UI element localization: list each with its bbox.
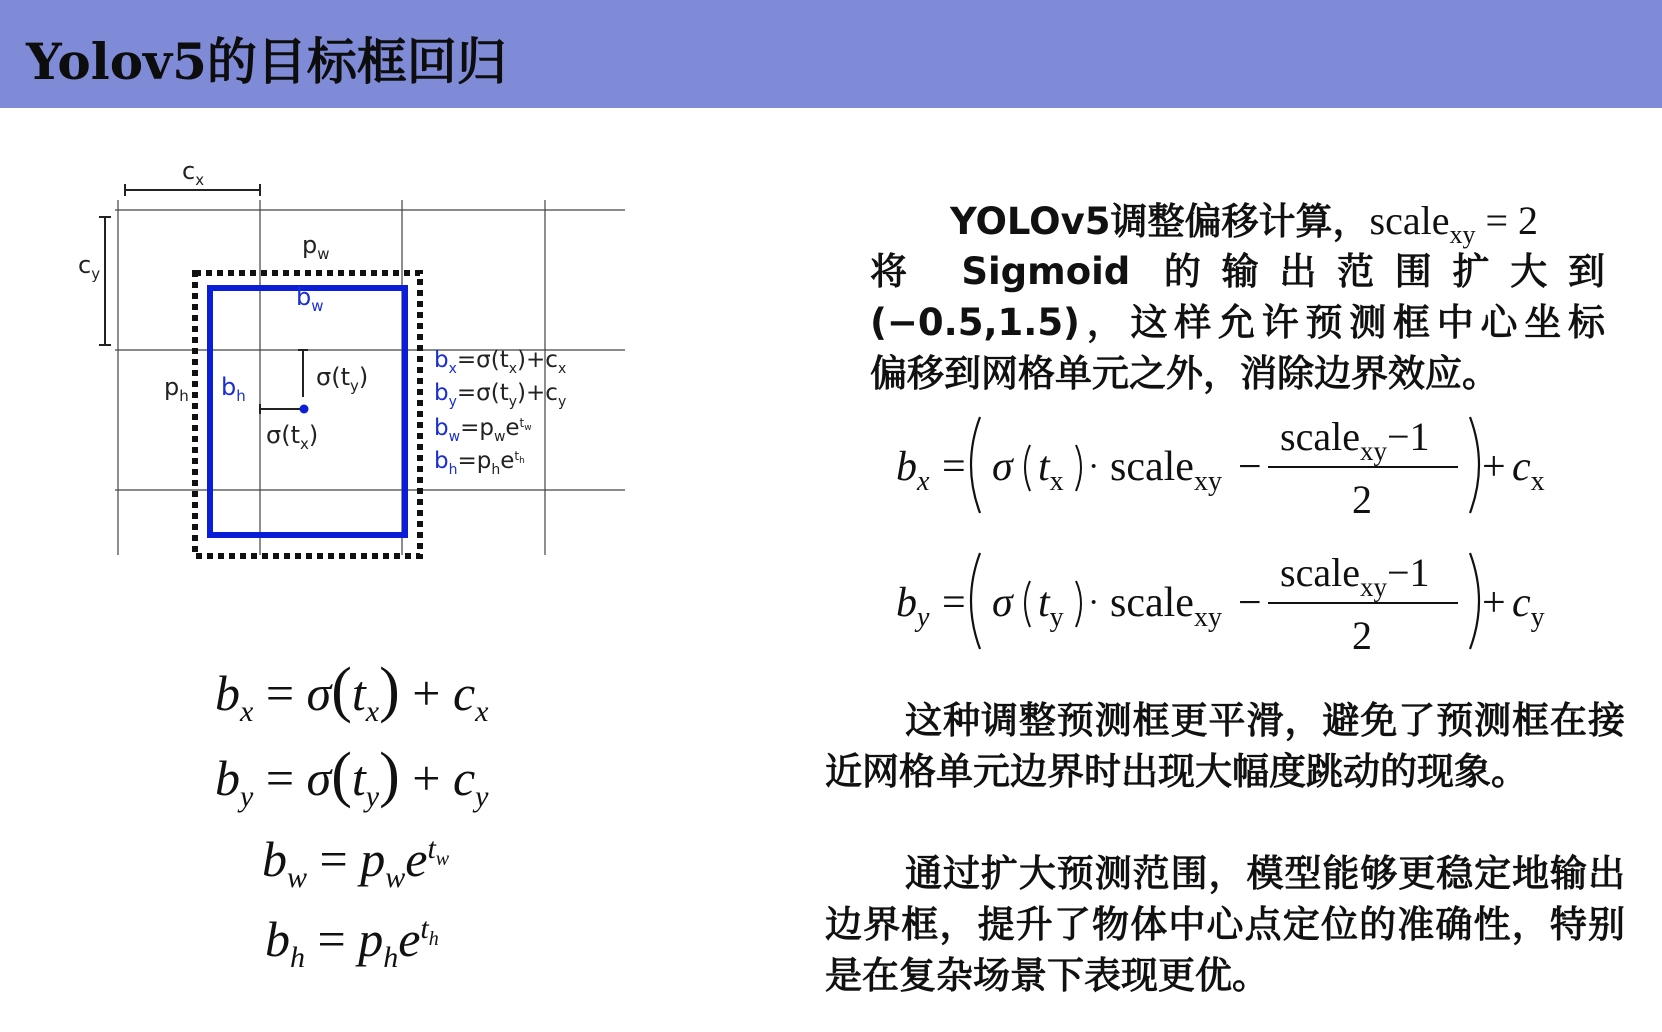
svg-text:bx: $b_x$ [896, 444, 930, 497]
sigma-ty-label: $\sigma(t_y)$ [316, 363, 369, 395]
sigma-tx-bracket [260, 404, 302, 414]
svg-text:=: = [942, 580, 966, 626]
cx-bracket [125, 184, 260, 196]
svg-text:scalexy: scale$_{xy}$ [1110, 444, 1222, 497]
svg-text:·: · [1088, 448, 1100, 485]
cy-bracket [99, 217, 111, 345]
svg-text:2: 2 [1352, 613, 1372, 658]
intro-line-3: (−0.5,1.5)，这样允许预测框中心坐标 [870, 301, 1605, 344]
svg-text:cy: $c_y$ [1512, 580, 1545, 633]
formula-bx: $b_x = \sigma(t_x) + c_x$ [215, 656, 489, 728]
svg-text:cx: $c_x$ [1512, 444, 1545, 497]
intro-line-1: YOLOv5调整偏移计算，scale$_{xy}$ = 2 [950, 198, 1539, 249]
sigma-tx-label: $\sigma(t_x)$ [266, 421, 319, 453]
svg-text:σ: σ [992, 580, 1013, 626]
page-title: Yolov5的目标框回归 [26, 32, 507, 91]
title-bar [0, 0, 1662, 108]
paragraph-smoothness: 这种调整预测框更平滑，避免了预测框在接近网格单元边界时出现大幅度跳动的现象。 [825, 699, 1625, 793]
svg-text:scalexy−1: scale$_{xy}$−1 [1280, 414, 1430, 466]
svg-text:scalexy: scale$_{xy}$ [1110, 580, 1222, 633]
eq-by: $b_y=\sigma(t_y)+c_y$ [434, 380, 567, 410]
cy-label: $c_y$ [78, 251, 101, 283]
svg-text:2: 2 [1352, 477, 1372, 522]
grid-lines [115, 200, 625, 555]
svg-text:by: $b_y$ [896, 580, 930, 633]
formula-bh: $b_h = p_he^{t_h}$ [265, 911, 439, 974]
bounding-box-diagram [70, 155, 630, 585]
eq-bx: $b_x=\sigma(t_x)+c_x$ [434, 347, 567, 377]
paragraph-stability: 通过扩大预测范围，模型能够更稳定地输出边界框，提升了物体中心点定位的准确性，特别是在复杂场景下表现更优。 [825, 852, 1625, 997]
svg-text:scalexy−1: scale$_{xy}$−1 [1280, 550, 1430, 602]
ph-label: $p_h$ [164, 373, 189, 405]
formula-by: $b_y = \sigma(t_y) + c_y$ [215, 741, 489, 813]
svg-text:ty: $t_y$ [1038, 580, 1064, 633]
sigma-ty-bracket [298, 350, 308, 397]
intro-line-4: 偏移到网格单元之外，消除边界效应。 [870, 352, 1499, 395]
center-point [300, 405, 309, 414]
intro-line-2: 将 Sigmoid 的输出范围扩大到 [870, 250, 1605, 293]
bh-label: $b_h$ [221, 373, 246, 405]
svg-text:=: = [942, 444, 966, 490]
svg-text:σ: σ [992, 444, 1013, 490]
scaled-offset-formulas [880, 405, 1600, 675]
cx-label: $c_x$ [182, 157, 205, 189]
svg-text:−: − [1238, 444, 1262, 490]
formula-bw: $b_w = p_we^{t_w}$ [262, 831, 450, 894]
formula-scaled-by [896, 550, 1545, 658]
svg-text:+: + [1482, 444, 1506, 490]
svg-text:−: − [1238, 580, 1262, 626]
svg-text:+: + [1482, 580, 1506, 626]
formula-scaled-bx [896, 414, 1545, 522]
bw-label: $b_w$ [296, 283, 324, 315]
svg-text:tx: $t_x$ [1038, 444, 1064, 497]
eq-bh: $b_h=p_he^th$ [434, 448, 525, 478]
diagram-equations [434, 347, 566, 478]
eq-bw: $b_w=p_we^tw$ [434, 415, 532, 445]
prior-box [195, 273, 420, 556]
pw-label: $p_w$ [302, 231, 330, 263]
svg-text:·: · [1088, 584, 1100, 621]
